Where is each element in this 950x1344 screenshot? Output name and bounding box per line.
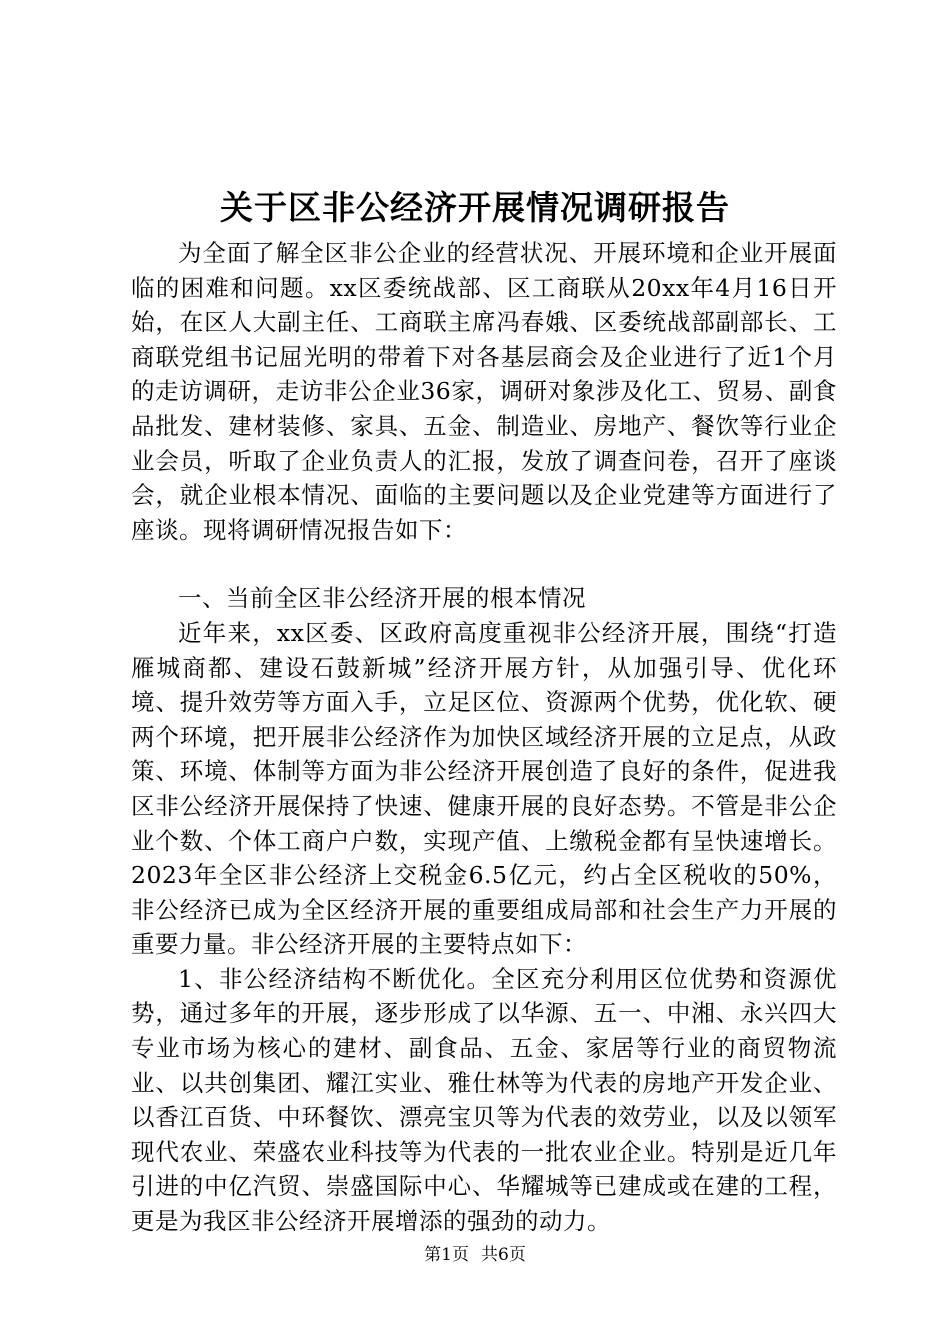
page-total: 共6页 [481,1245,526,1265]
body-paragraph: 近年来，xx区委、区政府高度重视非公经济开展，围绕“打造雁城商都、建设石鼓新城”经济开展方针，从加强引导、优化环境、提升效劳等方面入手，立足区位、资源两个优势，优化软、硬两个环境，把开展非公经济作为加快区域经济开展的立足点，从政策、环境、体制等方面为非公经济开展创造了良好的条件，促进我区非公经济开展保持了快速、健康开展的良好态势。不管是非公企业个数、个体工商户户数，实现产值、上缴税金都有呈快速增长。2023年全区非公经济上交税金6.5亿元，约占全区税收的50%，非公经济已成为全区经济开展的重要组成局部和社会生产力开展的重要力量。非公经济开展的主要特点如下： [131,618,837,959]
intro-paragraph: 为全面了解全区非公企业的经营状况、开展环境和企业开展面临的困难和问题。xx区委统战部、区工商联从20xx年4月16日开始，在区人大副主任、工商联主席冯春娥、区委统战部副部长、工商联党组书记屈光明的带着下对各基层商会及企业进行了近1个月的走访调研，走访非公企业36家，调研对象涉及化工、贸易、副食品批发、建材装修、家具、五金、制造业、房地产、餐饮等行业企业会员，听取了企业负责人的汇报，发放了调查问卷，召开了座谈会，就企业根本情况、面临的主要问题以及企业党建等方面进行了座谈。现将调研情况报告如下： [131,239,837,544]
body-paragraph: 1、非公经济结构不断优化。全区充分利用区位优势和资源优势，通过多年的开展，逐步形成了以华源、五一、中湘、永兴四大专业市场为核心的建材、副食品、五金、家居等行业的商贸物流业、以共创集团、耀江实业、雅仕林等为代表的房地产开发企业、以香江百货、中环餐饮、漂亮宝贝等为代表的效劳业，以及以领军现代农业、荣盛农业科技等为代表的一批农业企业。特别是近几年引进的中亿汽贸、崇盛国际中心、华耀城等已建成或在建的工程，更是为我区非公经济开展增添的强劲的动力。 [131,964,837,1236]
document-body [131,236,837,1239]
document-title: 关于区非公经济开展情况调研报告 [220,188,730,227]
page-number: 第1页 [424,1245,469,1265]
section-heading: 一、当前全区非公经济开展的根本情况 [178,584,586,613]
page-footer [0,1244,950,1266]
